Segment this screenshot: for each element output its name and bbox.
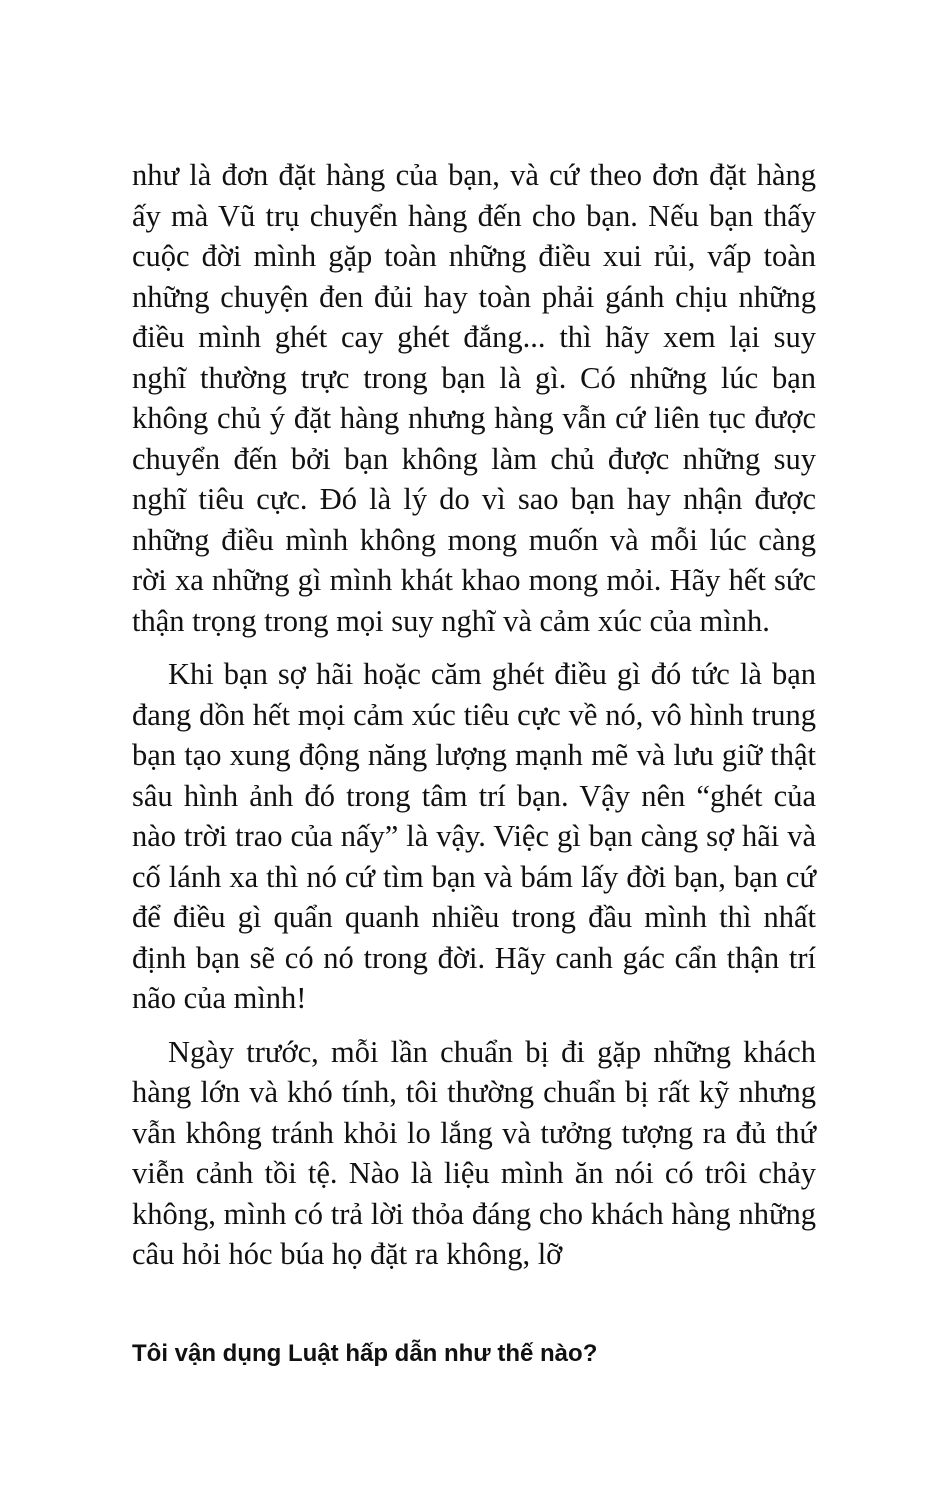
paragraph-3: Ngày trước, mỗi lần chuẩn bị đi gặp những khách hàng lớn và khó tính, tôi thường chuẩn bị rất kỹ nhưng vẫn không tránh khỏi lo lắng và tưởng tượng ra đủ thứ viễn cảnh tồi tệ. Nào là liệu mình ăn nói có trôi chảy không, mình có trả lời thỏa đáng cho khách hàng những câu hỏi hóc búa họ đặt ra không, lỡ	[132, 1034, 816, 1271]
running-footer-title: Tôi vận dụng Luật hấp dẫn như thế nào?	[132, 1340, 598, 1367]
page-body-text	[132, 155, 816, 1288]
paragraph-1: như là đơn đặt hàng của bạn, và cứ theo đơn đặt hàng ấy mà Vũ trụ chuyển hàng đến cho bạn. Nếu bạn thấy cuộc đời mình gặp toàn những điều xui rủi, vấp toàn những chuyện đen đủi hay toàn phải gánh chịu những điều mình ghét cay ghét đắng... thì hãy xem lại suy nghĩ thường trực trong bạn là gì. Có những lúc bạn không chủ ý đặt hàng nhưng hàng vẫn cứ liên tục được chuyển đến bởi bạn không làm chủ được những suy nghĩ tiêu cực. Đó là lý do vì sao bạn hay nhận được những điều mình không mong muốn và mỗi lúc càng rời xa những gì mình khát khao mong mỏi. Hãy hết sức thận trọng trong mọi suy nghĩ và cảm xúc của mình.	[132, 158, 816, 638]
paragraph-2: Khi bạn sợ hãi hoặc căm ghét điều gì đó tức là bạn đang dồn hết mọi cảm xúc tiêu cực về nó, vô hình trung bạn tạo xung động năng lượng mạnh mẽ và lưu giữ thật sâu hình ảnh đó trong tâm trí bạn. Vậy nên “ghét của nào trời trao của nấy” là vậy. Việc gì bạn càng sợ hãi và cố lánh xa thì nó cứ tìm bạn và bám lấy đời bạn, bạn cứ để điều gì quẩn quanh nhiều trong đầu mình thì nhất định bạn sẽ có nó trong đời. Hãy canh gác cẩn thận trí não của mình!	[132, 657, 816, 1015]
